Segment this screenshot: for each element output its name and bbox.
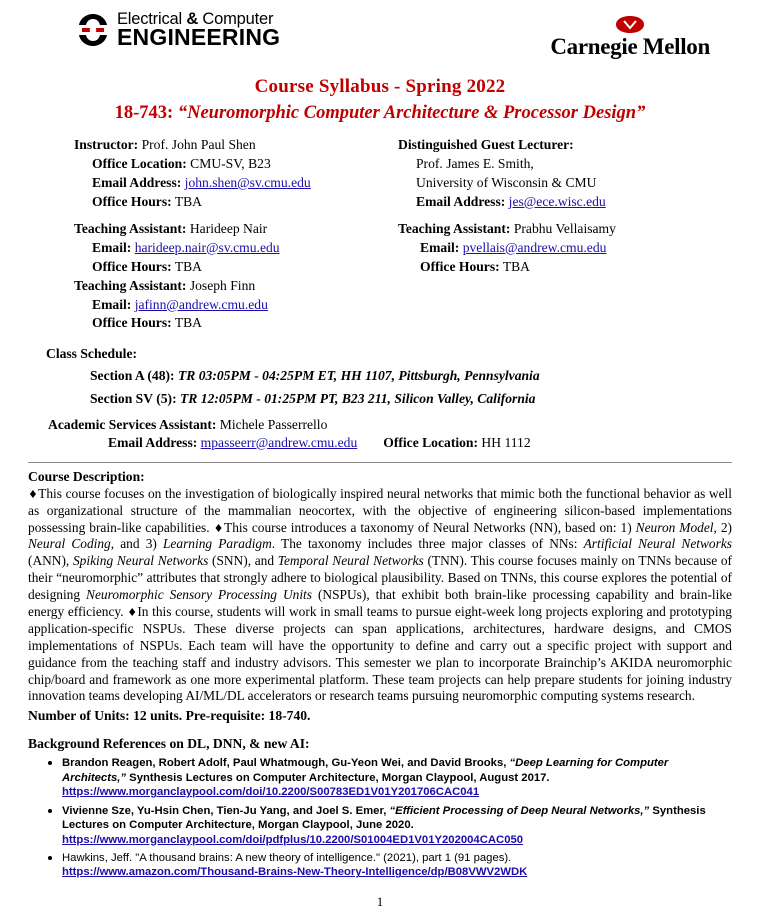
ta2-hours-row: [74, 314, 378, 332]
asa-office-value: HH 1112: [481, 434, 531, 450]
cmu-logo: [550, 12, 724, 60]
ta2-email-row: [74, 296, 378, 314]
asa-office-label: Office Location:: [383, 434, 479, 450]
reference-authors: Brandon Reagen, Robert Adolf, Paul Whatmough, Gu-Yeon Wei, and David Brooks,: [62, 757, 507, 770]
ta3-hours-label: Office Hours:: [420, 258, 500, 274]
section-divider: [28, 462, 732, 463]
ece-logo-line2: ENGINEERING: [117, 24, 281, 51]
units-prereq-line: Number of Units: 12 units. Pre-requisite: 18-740.: [28, 708, 311, 724]
reference-publisher: Synthesis Lectures on Computer Architecture, Morgan Claypool, August 2017.: [126, 771, 550, 784]
instructor-name: Prof. John Paul Shen: [141, 137, 256, 152]
guest-label: Distinguished Guest Lecturer:: [398, 137, 574, 152]
instructor-email-link[interactable]: john.shen@sv.cmu.edu: [184, 174, 311, 190]
class-schedule-heading: Class Schedule:: [46, 346, 138, 362]
reference-authors: Hawkins, Jeff. "A thousand brains: A new theory of intelligence." (2021), part 1 (91 pages).: [62, 852, 512, 865]
email-label: Email Address:: [92, 174, 182, 190]
ta1-name: Harideep Nair: [189, 220, 268, 236]
reference-authors: Vivienne Sze, Yu-Hsin Chen, Tien-Ju Yang, and Joel S. Emer,: [62, 804, 387, 817]
course-description-text: ♦This course focuses on the investigation of biologically inspired neural networks that mimic both the functional behavior as well as organizational structure of the mammalian neocortex, with the objective of engineering silicon-based implementations possessing brain-like capabilities. ♦This course introduces a taxonomy of Neural Networks (NN), based on: 1) Neuron Model, 2) Neural Coding, and 3) Learning Paradigm. The taxonomy includes three major classes of NNs: Artificial Neural Networks (ANN), Spiking Neural Networks (SNN), and Temporal Neural Networks (TNN). This course focuses mainly on TNNs because of their “neuromorphic” attributes that strongly adhere to biological plausibility. Based on TNNs, this course explores the potential of designing Neuromorphic Sensory Processing Units (NSPUs), that exhibit both brain-like processing capability and brain-like energy efficiency. ♦In this course, students will work in small teams to pursue eight-week long projects exploring and prototyping application-specific NSPUs. These diverse projects can span applications, architectures, hardware designs, and CMOS implementations of NSPUs. Each team will have the opportunity to define and carry out a specific project with support and guidance from the teaching staff and industry advisors. This semester we plan to incorporate Brainchip’s AKIDA neuromorphic chip/board and framework as one more experimental platform. These team projects can help prepare students for joining industry innovation teams developing AI/ML/DL accelerators or research teams pursuing neuromorphic computing systems research.: [28, 485, 733, 704]
reference-link[interactable]: https://www.morganclaypool.com/doi/pdfplus/10.2200/S01004ED1V01Y202004CAC050: [62, 833, 524, 846]
ta1-email-label: Email:: [92, 239, 132, 255]
office-hours-value: TBA: [174, 193, 202, 209]
schedule-section-details: TR 03:05PM - 04:25PM ET, HH 1107, Pittsburgh, Pennsylvania: [177, 368, 540, 384]
guest-name-row: Prof. James E. Smith,: [416, 155, 534, 171]
class-schedule: [28, 346, 732, 407]
schedule-section-label: Section A (48):: [90, 368, 175, 384]
ta3-email-link[interactable]: pvellais@andrew.cmu.edu: [462, 239, 607, 255]
schedule-section-label: Section SV (5):: [90, 391, 177, 407]
guest-label-row: [398, 136, 732, 154]
schedule-row: [28, 390, 732, 408]
guest-email-label: Email Address:: [416, 193, 506, 209]
references-heading: Background References on DL, DNN, & new AI:: [28, 736, 310, 752]
ece-line1-part2: Computer: [198, 10, 274, 28]
office-hours-label: Office Hours:: [92, 193, 172, 209]
asa-row: [28, 417, 732, 433]
instructor-block: [74, 136, 378, 211]
course-number: 18-743:: [114, 103, 178, 123]
reference-publisher: Synthesis Lectures on Computer Architecture, Morgan Claypool, June 2020.: [62, 804, 706, 832]
ta1-label: Teaching Assistant:: [74, 220, 187, 236]
course-title: [28, 103, 732, 124]
ta2-hours-value: TBA: [174, 315, 202, 331]
ta2-name: Joseph Finn: [189, 277, 256, 293]
asa-label: Academic Services Assistant:: [48, 416, 217, 432]
schedule-section-details: TR 12:05PM - 01:25PM PT, B23 211, Silicon Valley, California: [180, 391, 536, 407]
ta3-block: [398, 220, 732, 276]
office-location-value: CMU-SV, B23: [190, 155, 271, 171]
guest-email-row: [398, 193, 732, 211]
page-title: Course Syllabus - Spring 2022: [254, 76, 506, 97]
ece-logo-mark-icon: [76, 13, 110, 47]
guest-lecturer-block: [398, 136, 732, 211]
page-number: 1: [376, 893, 384, 909]
ta3-label: Teaching Assistant:: [398, 220, 511, 236]
ta3-email-label: Email:: [420, 239, 460, 255]
guest-email-link[interactable]: jes@ece.wisc.edu: [508, 193, 606, 209]
ta2-email-label: Email:: [92, 296, 132, 312]
ta3-email-row: [398, 239, 732, 257]
reference-title: “Efficient Processing of Deep Neural Networks,”: [389, 804, 650, 817]
schedule-row: [28, 367, 732, 385]
ta2-label: Teaching Assistant:: [74, 277, 187, 293]
list-item: [62, 803, 732, 847]
ta3-hours-value: TBA: [502, 258, 530, 274]
asa-contact-row: [28, 435, 732, 451]
references-list: [28, 755, 732, 880]
reference-link[interactable]: https://www.morganclaypool.com/doi/10.2200/S00783ED1V01Y201706CAC041: [62, 786, 480, 799]
reference-title: “Deep Learning for Computer Architects,”: [62, 757, 669, 784]
instructor-label: Instructor:: [74, 137, 139, 152]
ece-line1-part1: Electrical: [117, 10, 187, 28]
instructor-hours-row: [74, 193, 378, 211]
ta3-hours-row: [398, 258, 732, 276]
ta3-row: [398, 220, 732, 238]
contact-info: [28, 136, 732, 333]
contact-column-right: [378, 136, 732, 333]
list-item: [62, 850, 732, 880]
ta2-block: [74, 277, 378, 333]
ta1-hours-value: TBA: [174, 258, 202, 274]
ta1-hours-row: [74, 258, 378, 276]
asa-email-label: Email Address:: [108, 434, 198, 450]
ece-logo: [76, 10, 281, 51]
ece-logo-text: [117, 10, 281, 51]
ta1-hours-label: Office Hours:: [92, 258, 172, 274]
ta1-row: [74, 220, 378, 238]
course-description-heading: Course Description:: [28, 468, 145, 484]
guest-affiliation-row: University of Wisconsin & CMU: [416, 174, 597, 190]
logo-row: [28, 10, 732, 66]
title-block: [28, 76, 732, 124]
asa-name: Michele Passerrello: [219, 416, 328, 432]
asa-email-link[interactable]: mpasseerr@andrew.cmu.edu: [200, 434, 358, 450]
office-location-label: Office Location:: [92, 155, 187, 171]
ta1-block: [74, 220, 378, 276]
instructor-row: [74, 136, 378, 154]
cmu-logo-text: Carnegie Mellon: [550, 34, 710, 59]
instructor-email-row: [74, 174, 378, 192]
ta1-email-row: [74, 239, 378, 257]
contact-column-left: [28, 136, 378, 333]
ece-line1-amp: &: [186, 10, 199, 28]
reference-link[interactable]: https://www.amazon.com/Thousand-Brains-New-Theory-Intelligence/dp/B08VWV2WDK: [62, 866, 528, 879]
course-name: “Neuromorphic Computer Architecture & Processor Design”: [177, 103, 646, 123]
ta1-email-link[interactable]: harideep.nair@sv.cmu.edu: [134, 239, 280, 255]
instructor-office-row: [74, 155, 378, 173]
ta2-row: [74, 277, 378, 295]
cmu-wordmark-icon: [615, 16, 645, 33]
ta2-email-link[interactable]: jafinn@andrew.cmu.edu: [134, 296, 268, 312]
ta3-name: Prabhu Vellaisamy: [513, 220, 616, 236]
ta2-hours-label: Office Hours:: [92, 315, 172, 331]
list-item: [62, 755, 732, 799]
